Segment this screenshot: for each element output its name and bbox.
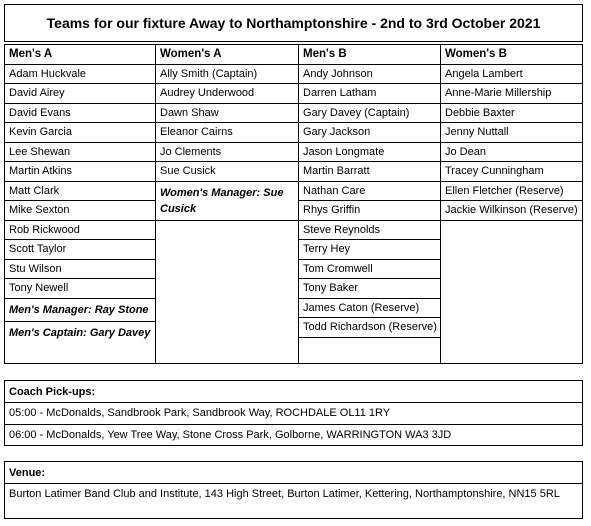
pickup-line: 05:00 - McDonalds, Sandbrook Park, Sandbrook Way, ROCHDALE OL11 1RY [9,407,391,419]
player: Tony Newell [5,279,155,299]
fixture-title: Teams for our fixture Away to Northamptonshire - 2nd to 3rd October 2021 [4,4,583,42]
player: Steve Reynolds [299,221,440,241]
player: Jackie Wilkinson (Reserve) [441,201,582,221]
header-mens-a: Men's A [5,45,155,65]
player: Sue Cusick [156,162,298,182]
player: Adam Huckvale [5,65,155,85]
player: Gary Davey (Captain) [299,104,440,124]
player: Ally Smith (Captain) [156,65,298,85]
player: Gary Jackson [299,123,440,143]
womens-manager: Women's Manager: Sue Cusick [156,182,298,221]
player: James Caton (Reserve) [299,299,440,319]
player: Nathan Care [299,182,440,202]
header-mens-b: Men's B [299,45,440,65]
player: Eleanor Cairns [156,123,298,143]
mens-manager: Men's Manager: Ray Stone [5,299,155,322]
player: Tom Cromwell [299,260,440,280]
player: Todd Richardson (Reserve) [299,318,440,338]
header-womens-b: Women's B [441,45,582,65]
player: Audrey Underwood [156,84,298,104]
player: Angela Lambert [441,65,582,85]
teams-table [4,44,583,364]
player: Dawn Shaw [156,104,298,124]
player: Tony Baker [299,279,440,299]
player: David Airey [5,84,155,104]
coach-pickups-header: Coach Pick-ups: [5,381,582,403]
column-womens-b [440,45,582,363]
header-womens-a: Women's A [156,45,298,65]
player: Jenny Nuttall [441,123,582,143]
venue-header: Venue: [5,462,582,484]
column-womens-a [155,45,298,363]
player: Stu Wilson [5,260,155,280]
player: Tracey Cunningham [441,162,582,182]
player: Anne-Marie Millership [441,84,582,104]
player: Martin Atkins [5,162,155,182]
player: Matt Clark [5,182,155,202]
column-mens-a [5,45,155,363]
player: Mike Sexton [5,201,155,221]
player: Kevin Garcia [5,123,155,143]
player: Jo Clements [156,143,298,163]
player: Lee Shewan [5,143,155,163]
venue-box [4,461,583,519]
player: Darren Latham [299,84,440,104]
player: Jo Dean [441,143,582,163]
coach-pickups-box [4,380,583,446]
player: Rob Rickwood [5,221,155,241]
player: Martin Barratt [299,162,440,182]
player: Scott Taylor [5,240,155,260]
venue-address: Burton Latimer Band Club and Institute, 143 High Street, Burton Latimer, Kettering, Northamptonshire, NN15 5RL [9,488,560,500]
mens-captain: Men's Captain: Gary Davey [9,326,151,339]
player: Rhys Griffin [299,201,440,221]
column-mens-b [298,45,440,363]
player: David Evans [5,104,155,124]
pickup-line: 06:00 - McDonalds, Yew Tree Way, Stone Cross Park, Golborne, WARRINGTON WA3 3JD [5,424,582,445]
player: Terry Hey [299,240,440,260]
player: Jason Longmate [299,143,440,163]
player: Ellen Fletcher (Reserve) [441,182,582,202]
player: Andy Johnson [299,65,440,85]
player: Debbie Baxter [441,104,582,124]
